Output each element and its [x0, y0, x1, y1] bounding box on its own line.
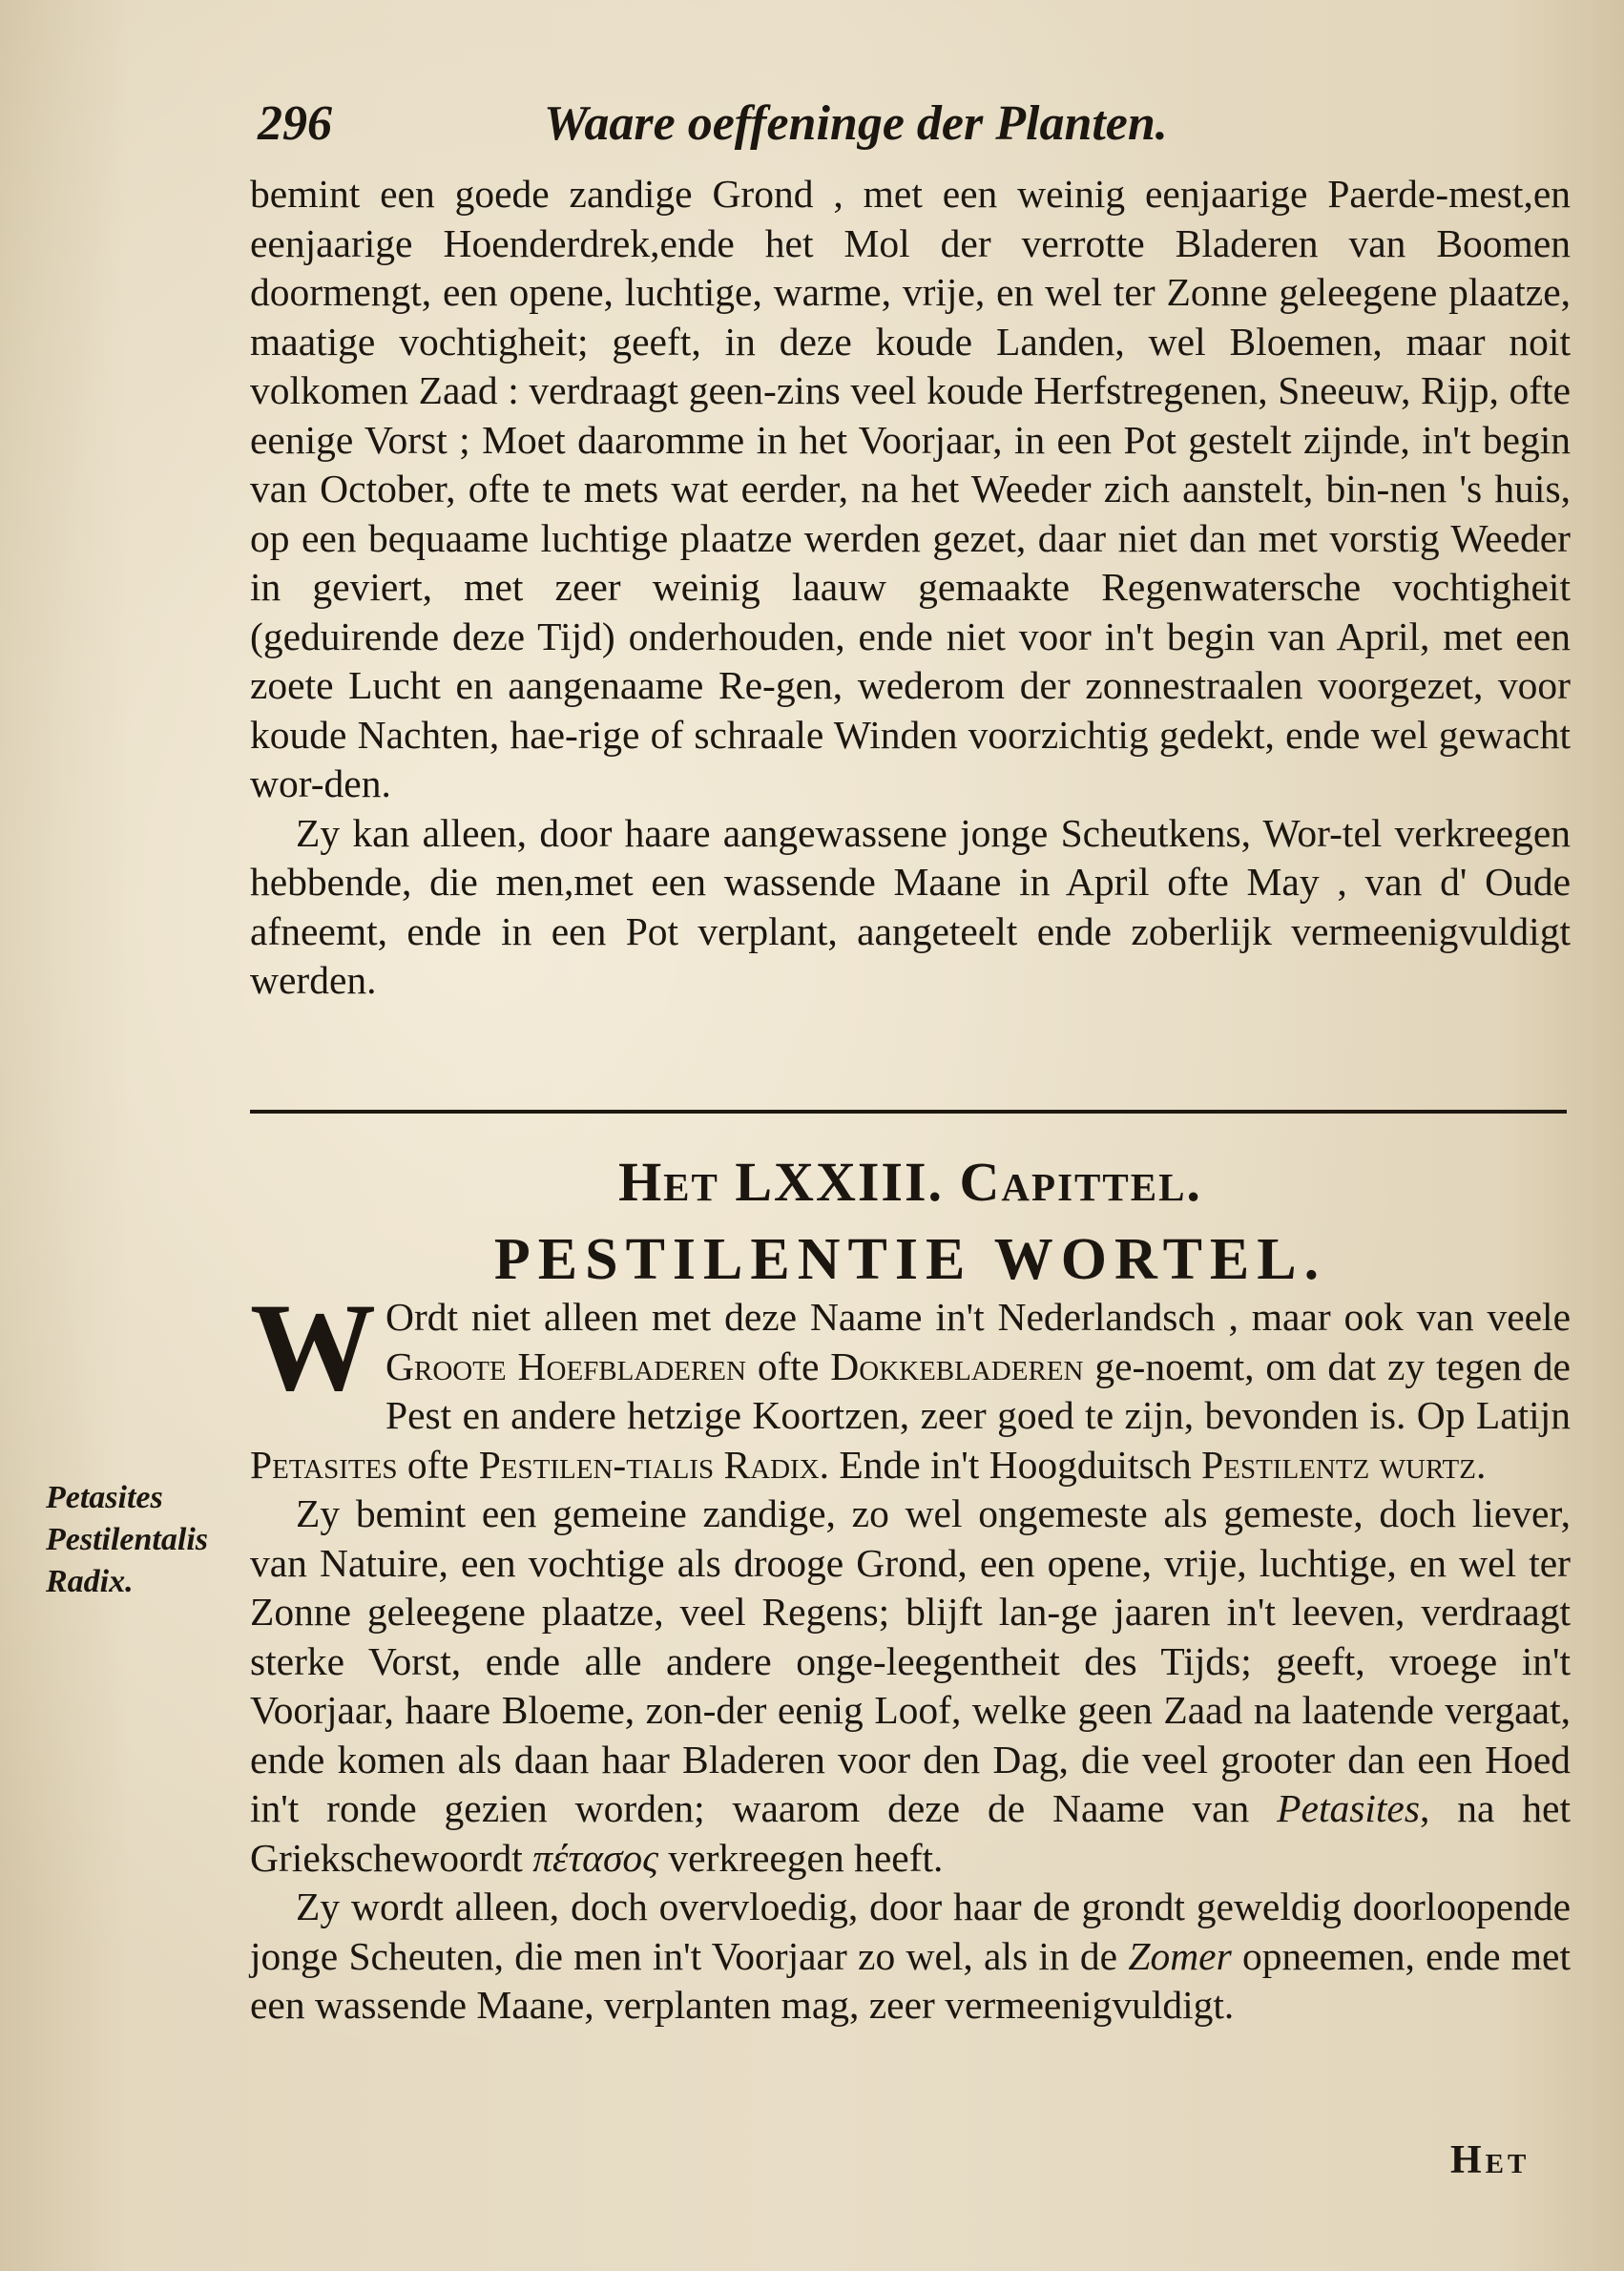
small-caps-run: Pestilen-tialis Radix.	[478, 1442, 829, 1487]
text-run: Zy wordt alleen, doch overvloedig, door haar de grondt geweldig doorloopende jonge Scheuten, die men in't Voorjaar zo wel, als in de	[250, 1885, 1571, 1978]
paragraph-cultivation: bemint een goede zandige Grond , met een weinig eenjaarige Paerde-mest,en eenjaarige Hoenderdrek,ende het Mol der verrotte Bladeren van Boomen doormengt, een opene, luchtige, warme, vrije, en wel ter Zonne geleegene plaatze, maatige vochtigheit; geeft, in deze koude Landen, wel Bloemen, maar noit volkomen Zaad : verdraagt geen-zins veel koude Herfstregenen, Sneeuw, Rijp, ofte eenige Vorst ; Moet daaromme in het Voorjaar, in een Pot gestelt zijnde, in't begin van October, ofte te mets wat eerder, na het Weeder zich aanstelt, bin-nen 's huis, op een bequaame luchtige plaatze werden gezet, daar niet dan met vorstig Weeder in geviert, met zeer weinig laauw gemaakte Regenwatersche vochtigheit (geduirende deze Tijd) onderhouden, ende niet voor in't begin van April, met een zoete Lucht en aangenaame Re-gen, wederom der zonnestraalen voorgezet, voor koude Nachten, hae-rige of schraale Winden voorzichtig gedekt, ende wel gewacht wor-den.	[250, 172, 1571, 805]
text-run: opneemen, ende met een wassende Maane, verplanten mag, zeer vermeenigvuldigt.	[250, 1933, 1572, 2027]
paragraph-propagation: Zy kan alleen, door haare aangewassene jonge Scheutkens, Wor-tel verkreegen hebbende, die men,met een wassende Maane in April ofte May , van d' Oude afneemt, ende in een Pot verplant, aangeteelt ende zoberlijk vermeenigvuldigt werden.	[250, 810, 1571, 1002]
small-caps-run: Pestilentz wurtz.	[1201, 1442, 1487, 1487]
margin-note-line: Pestilentalis	[46, 1522, 208, 1557]
text-run: Ordt niet alleen met deze Naame in't Nederlandsch , maar ook van veele	[385, 1295, 1571, 1339]
small-caps-run: Petasites	[250, 1442, 398, 1487]
greek-word: πέτασος	[532, 1835, 659, 1880]
text-block-continued	[250, 170, 1571, 1006]
running-title: Waare oeffeninge der Planten.	[544, 96, 1168, 151]
paragraph-naming	[250, 1277, 1571, 1490]
text-block-chapter	[250, 1277, 1572, 2031]
italic-run: Petasites	[1277, 1786, 1421, 1830]
text-run: , na het Griekschewoordt	[250, 1786, 1572, 1880]
text-run: Zy bemint een gemeine zandige, zo wel ongemeste als gemeste, doch liever, van Natuire, een vochtige als drooge Grond, een opene, vrije, luchtige, en wel ter Zonne geleegene plaatze, veel Regens; blijft lan-ge jaaren in't leeven, verdraagt sterke Vorst, ende alle andere onge-leegentheit des Tijds; geeft, vroege in't Voorjaar, haare Bloeme, zon-der eenig Loof, welke geen Zaad na laatende vergaat, ende komen als daan haar Bladeren voor den Dag, die veel grooter dan een Hoed in't ronde gezien worden; waarom deze de Naame van	[250, 1491, 1571, 1830]
page-number: 296	[258, 96, 332, 151]
text-run: ofte	[397, 1442, 479, 1487]
page-header	[258, 95, 1279, 172]
text-run: ofte	[745, 1344, 831, 1388]
small-caps-run: Dokkebladeren	[830, 1344, 1084, 1388]
chapter-title: PESTILENTIE WORTEL.	[493, 1227, 1327, 1292]
italic-run: Zomer	[1128, 1933, 1232, 1978]
drop-cap: W	[250, 1277, 376, 1417]
small-caps-run: Groote Hoefbladeren	[385, 1344, 746, 1388]
paragraph-growth	[250, 1490, 1571, 1883]
text-run: ge-noemt, om dat zy tegen de Pest en andere hetzige Koortzen, zeer goed te zijn, bevonden is. Op Latijn	[385, 1344, 1571, 1437]
margin-note-line: Radix.	[46, 1564, 134, 1599]
text-run: Ende in't Hoogduitsch	[828, 1442, 1202, 1487]
text-run: verkreegen heeft.	[658, 1835, 944, 1880]
margin-note	[46, 1477, 237, 1603]
section-rule	[250, 1110, 1567, 1114]
margin-note-line: Petasites	[46, 1480, 163, 1515]
paragraph-multiplication	[250, 1883, 1571, 2031]
catchword: Het	[1450, 2138, 1530, 2182]
chapter-heading: Het LXXIII. Capittel.	[618, 1151, 1202, 1213]
